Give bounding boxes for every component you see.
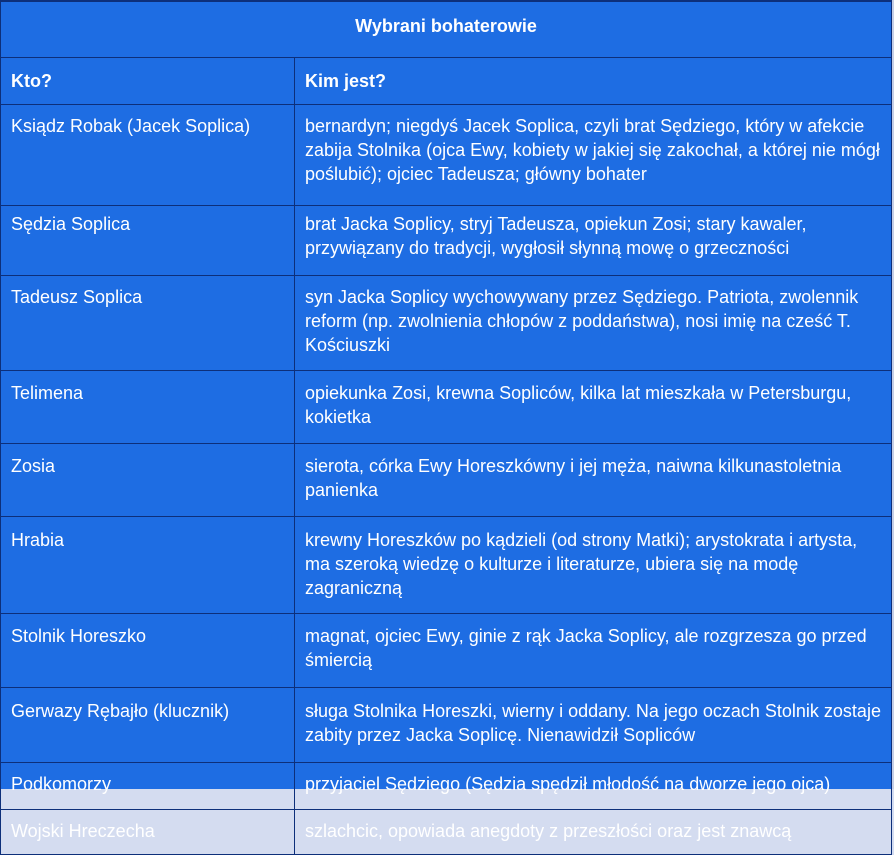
character-name: Wojski Hreczecha bbox=[1, 810, 295, 855]
table-row bbox=[1, 444, 892, 517]
character-description: przyjaciel Sędziego (Sędzia spędził młodość na dworze jego ojca) bbox=[295, 763, 892, 810]
character-description: szlachcic, opowiada anegdoty z przeszłości oraz jest znawcą bbox=[295, 810, 892, 855]
table-row bbox=[1, 276, 892, 371]
character-name: Podkomorzy bbox=[1, 763, 295, 810]
column-header-what: Kim jest? bbox=[295, 58, 892, 105]
character-description: magnat, ojciec Ewy, ginie z rąk Jacka Soplicy, ale rozgrzesza go przed śmiercią bbox=[295, 614, 892, 688]
table-row bbox=[1, 810, 892, 855]
character-description: sługa Stolnika Horeszki, wierny i oddany. Na jego oczach Stolnik zostaje zabity przez Jacka Soplicę. Nienawidził Sopliców bbox=[295, 688, 892, 763]
column-header-who: Kto? bbox=[1, 58, 295, 105]
character-name: Gerwazy Rębajło (klucznik) bbox=[1, 688, 295, 763]
character-name: Tadeusz Soplica bbox=[1, 276, 295, 371]
table-header-row bbox=[1, 58, 892, 105]
character-name: Stolnik Horeszko bbox=[1, 614, 295, 688]
character-description: syn Jacka Soplicy wychowywany przez Sędziego. Patriota, zwolennik reform (np. zwolnienia chłopów z poddaństwa), nosi imię na cześć T. Kościuszki bbox=[295, 276, 892, 371]
character-name: Hrabia bbox=[1, 517, 295, 614]
character-description: sierota, córka Ewy Horeszkówny i jej męża, naiwna kilkunastoletnia panienka bbox=[295, 444, 892, 517]
character-description: krewny Horeszków po kądzieli (od strony Matki); arystokrata i artysta, ma szeroką wiedzę o kulturze i literaturze, ubiera się na modę zagraniczną bbox=[295, 517, 892, 614]
table-row bbox=[1, 206, 892, 276]
character-name: Ksiądz Robak (Jacek Soplica) bbox=[1, 105, 295, 206]
character-name: Sędzia Soplica bbox=[1, 206, 295, 276]
table-row bbox=[1, 614, 892, 688]
table-row bbox=[1, 517, 892, 614]
table-title: Wybrani bohaterowie bbox=[1, 1, 892, 58]
table-row bbox=[1, 105, 892, 206]
table-row bbox=[1, 763, 892, 810]
character-description: brat Jacka Soplicy, stryj Tadeusza, opiekun Zosi; stary kawaler, przywiązany do tradycji, wygłosił słynną mowę o grzeczności bbox=[295, 206, 892, 276]
character-name: Telimena bbox=[1, 371, 295, 444]
table-row bbox=[1, 688, 892, 763]
table-title-row bbox=[1, 1, 892, 58]
character-description: bernardyn; niegdyś Jacek Soplica, czyli brat Sędziego, który w afekcie zabija Stolnika (ojca Ewy, kobiety w jakiej się zakochał, a której nie mógł poślubić); ojciec Tadeusza; główny bohater bbox=[295, 105, 892, 206]
character-description: opiekunka Zosi, krewna Sopliców, kilka lat mieszkała w Petersburgu, kokietka bbox=[295, 371, 892, 444]
table-row bbox=[1, 371, 892, 444]
character-name: Zosia bbox=[1, 444, 295, 517]
